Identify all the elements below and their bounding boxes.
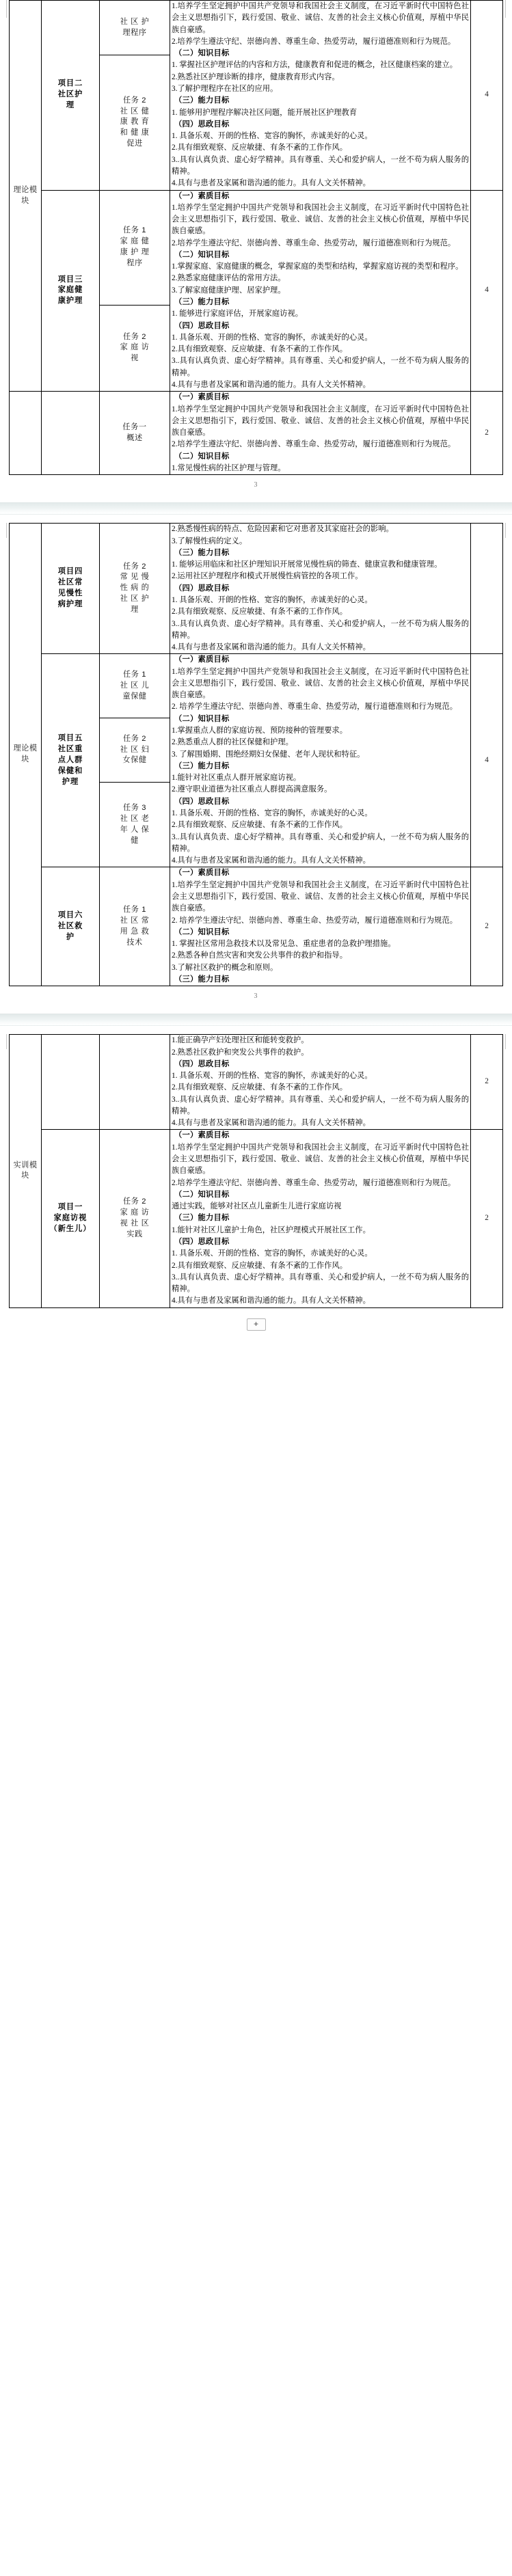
- goal-item: 2.培养学生遵法守纪、崇德向善、尊重生命、热爱劳动，履行道德准则和行为规范。: [172, 37, 456, 46]
- crop-mark: [505, 1034, 506, 1049]
- page-separator-1: [0, 493, 512, 523]
- crop-mark: [6, 0, 7, 18]
- project-line: 项目三: [57, 275, 83, 284]
- cell-hours: [471, 524, 503, 654]
- project-line: 点人群: [57, 755, 83, 764]
- goal-section-heading: （三）能力目标: [174, 298, 230, 307]
- goal-item: 1.能针对社区儿童护士角色，社区护理模式开展社区工作。: [172, 1225, 370, 1234]
- table-row: [10, 1035, 503, 1130]
- cell-project: [42, 867, 100, 986]
- cell-project: [42, 524, 100, 654]
- goal-item: 2.具有细致观察、反应敏捷、有条不紊的工作作风。: [172, 1261, 348, 1270]
- goal-item: 1.培养学生坚定拥护中国共产党领导和我国社会主义制度，在习近平新时代中国特色社会主义思想指引下，践行爱国、敬业、诚信、友善的社会主义核心价值观，厚植中华民族自豪感。: [172, 1143, 469, 1176]
- cell-task: [100, 190, 170, 305]
- goal-item: 2.熟悉各种自然灾害和突发公共事件的救护和指导。: [172, 951, 348, 960]
- goal-item: 1. 具备乐观、开朗的性格、宽容的胸怀，赤诚美好的心灵。: [172, 333, 373, 342]
- cell-task: [100, 1130, 170, 1307]
- goal-item: 3.了解社区救护的概念和原则。: [172, 963, 278, 972]
- task-line: 家 庭 健: [120, 237, 150, 246]
- project-line: 护理: [62, 777, 79, 786]
- goal-item: 1.能针对社区重点人群开展家庭访视。: [172, 774, 301, 783]
- goal-item: 2.培养学生遵法守纪、崇德向善、尊重生命、热爱劳动，履行道德准则和行为规范。: [172, 1178, 456, 1187]
- add-page-button[interactable]: +: [247, 1318, 266, 1331]
- cell-project: [42, 654, 100, 867]
- goal-list: [172, 524, 469, 653]
- task-line: 社 区 护: [120, 595, 150, 604]
- task-line: 女保健: [122, 756, 147, 765]
- goal-item: 1. 能够进行家庭评估，开展家庭访视。: [172, 310, 304, 318]
- goal-list: [172, 1035, 469, 1129]
- document-page-2: [0, 523, 512, 1004]
- task-line: 概述: [126, 433, 143, 442]
- project-line: 家庭健: [57, 286, 83, 295]
- cell-task: [100, 654, 170, 718]
- goal-item: 2.遵守职业道德为社区重点人群提高满意服务。: [172, 785, 332, 794]
- goal-section-heading: （一）素质目标: [174, 191, 230, 200]
- goal-item: 3..具有认真负责、虚心好学精神。具有尊重、关心和爱护病人，一丝不苟为病人服务的精神。: [172, 832, 469, 853]
- page-separator-2: [0, 1004, 512, 1034]
- goal-item: 2.熟悉重点人群的社区保健和护理。: [172, 738, 293, 747]
- cell-hours: 4: [471, 1, 503, 191]
- goal-item: 1. 能够运用临床和社区护理知识开展常见慢性病的筛查、健康宣教和健康管理。: [172, 560, 442, 569]
- task-line: 康 教 育: [120, 118, 150, 126]
- cell-task: [100, 782, 170, 867]
- goal-item: 4.具有与患者及家属和谐沟通的能力。具有人文关怀精神。: [172, 1119, 370, 1128]
- cell-project: [42, 392, 100, 475]
- goal-section-heading: （三）能力目标: [174, 975, 230, 984]
- goal-item: 2.具有细致观察、反应敏捷、有条不紊的工作作风。: [172, 1083, 348, 1092]
- task-line: 促进: [126, 139, 143, 148]
- cell-goal: [170, 654, 471, 867]
- task-line: 性 病 的: [120, 584, 150, 593]
- table-row: [10, 392, 503, 475]
- project-line: 社区救: [57, 921, 83, 930]
- module-label-line: 实训模块: [13, 1161, 38, 1180]
- add-page-bar: [0, 1308, 512, 1348]
- goal-section-heading: （四）思政目标: [174, 797, 230, 806]
- project-line: 社区护: [57, 90, 83, 99]
- module-label-line: 理论模块: [13, 185, 38, 205]
- task-line: 任务 1: [122, 226, 147, 235]
- goal-list: [172, 392, 469, 474]
- project-line: 家庭访视: [53, 1214, 87, 1223]
- goal-item: 1. 具备乐观、开朗的性格、宽容的胸怀，赤诚美好的心灵。: [172, 1249, 373, 1258]
- goal-list: [172, 867, 469, 986]
- table-row: [10, 1, 503, 55]
- document-page-1: [0, 0, 512, 493]
- cell-hours: 4: [471, 190, 503, 392]
- goal-item: 2.熟悉社区护理诊断的排序，健康教育形式内容。: [172, 72, 340, 81]
- task-line: 社 区 常: [120, 916, 150, 925]
- syllabus-table-page-3: [9, 1034, 503, 1307]
- task-line: 康 护 理: [120, 248, 150, 257]
- goal-item: 2. 培养学生遵法守纪、崇德向善、尊重生命、热爱劳动，履行道德准则和行为规范。: [172, 916, 457, 925]
- task-line: 健: [131, 836, 139, 845]
- goal-section-heading: （二）知识目标: [174, 49, 230, 58]
- task-line: 任务 2: [122, 734, 147, 743]
- task-line: 社 区 健: [120, 107, 150, 116]
- cell-goal: [170, 392, 471, 475]
- project-line: 项目四: [57, 567, 83, 576]
- goal-section-heading: （三）能力目标: [174, 96, 230, 105]
- cell-task: [100, 1, 170, 55]
- goal-item: 2.具有细致观察、反应敏捷、有条不紊的工作作风。: [172, 345, 348, 354]
- task-line: 任务 2: [122, 562, 147, 571]
- goal-item: 1.培养学生坚定拥护中国共产党领导和我国社会主义制度，在习近平新时代中国特色社会主义思想指引下，践行爱国、敬业、诚信、友善的社会主义核心价值观，厚植中华民族自豪感。: [172, 667, 469, 700]
- goal-section-heading: （二）知识目标: [174, 927, 230, 936]
- goal-item: 1.常见慢性病的社区护理与管理。: [172, 463, 286, 472]
- cell-module: [10, 1035, 42, 1307]
- goal-section-heading: （三）能力目标: [174, 761, 230, 770]
- goal-item: 3..具有认真负责、虚心好学精神。具有尊重、关心和爱护病人，一丝不苟为病人服务的精神。: [172, 1095, 469, 1115]
- cell-goal: [170, 1, 471, 191]
- task-line: 童保健: [122, 692, 147, 701]
- task-line: 常 见 慢: [120, 573, 150, 582]
- goal-item: 1.培养学生坚定拥护中国共产党领导和我国社会主义制度，在习近平新时代中国特色社会主义思想指引下，践行爱国、敬业、诚信、友善的社会主义核心价值观，厚植中华民族自豪感。: [172, 880, 469, 913]
- goal-item: 2.具有细致观察、反应敏捷、有条不紊的工作作风。: [172, 821, 348, 830]
- cell-goal: [170, 190, 471, 392]
- goal-item: 1.培养学生坚定拥护中国共产党领导和我国社会主义制度，在习近平新时代中国特色社会主义思想指引下，践行爱国、敬业、诚信、友善的社会主义核心价值观，厚植中华民族自豪感。: [172, 2, 469, 34]
- cell-hours: 2: [471, 867, 503, 986]
- cell-project: [42, 1130, 100, 1307]
- goal-item: 3..具有认真负责、虚心好学精神。具有尊重、关心和爱护病人，一丝不苟为病人服务的精神。: [172, 357, 469, 377]
- goal-item: 1. 具备乐观、开朗的性格、宽容的胸怀，赤诚美好的心灵。: [172, 809, 373, 817]
- crop-mark: [6, 1034, 7, 1049]
- goal-item: 3..具有认真负责、虚心好学精神。具有尊重、关心和爱护病人，一丝不苟为病人服务的精神。: [172, 1273, 469, 1294]
- task-line: 视: [131, 354, 139, 363]
- goal-section-heading: （四）思政目标: [174, 1059, 230, 1068]
- project-line: 病护理: [57, 600, 83, 609]
- goal-item: 2.培养学生遵法守纪、崇德向善、尊重生命、热爱劳动，履行道德准则和行为规范。: [172, 239, 456, 247]
- cell-task: [100, 867, 170, 986]
- project-line: 理: [66, 101, 75, 110]
- crop-mark: [505, 523, 506, 538]
- goal-item: 1.培养学生坚定拥护中国共产党领导和我国社会主义制度，在习近平新时代中国特色社会主义思想指引下，践行爱国、敬业、诚信、友善的社会主义核心价值观，厚植中华民族自豪感。: [172, 203, 469, 236]
- project-line: 保健和: [57, 766, 83, 775]
- goal-list: [172, 1130, 469, 1307]
- goal-item: 1. 能够用护理程序解决社区问题，能开展社区护理教育: [172, 108, 358, 117]
- goal-item: 2.熟悉慢性病的特点、危险因素和它对患者及其家庭社会的影响。: [172, 525, 394, 534]
- goal-list: [172, 191, 469, 392]
- goal-section-heading: （四）思政目标: [174, 1238, 230, 1246]
- project-line: （新生儿）: [49, 1225, 92, 1234]
- document-page-3: [0, 1034, 512, 1348]
- goal-item: 3. 了解围婚期、围绝经期妇女保健、老年人现状和特征。: [172, 750, 365, 759]
- goal-item: 4.具有与患者及家属和谐沟通的能力。具有人文关怀精神。: [172, 1297, 370, 1305]
- goal-section-heading: （二）知识目标: [174, 714, 230, 723]
- cell-project: [42, 1, 100, 191]
- task-line: 任务一: [122, 422, 147, 431]
- syllabus-table-page-2: [9, 523, 503, 986]
- task-line: 任务 3: [122, 803, 147, 812]
- task-line: 社 区 护: [120, 17, 150, 26]
- table-row: [10, 654, 503, 718]
- goal-item: 4.具有与患者及家属和谐沟通的能力。具有人文关怀精神。: [172, 381, 370, 389]
- cell-goal: [170, 1130, 471, 1307]
- table-row: [10, 524, 503, 654]
- task-line: 视 社 区: [120, 1219, 150, 1228]
- task-line: 社 区 妇: [120, 745, 150, 754]
- project-line: 护: [66, 932, 75, 941]
- cell-hours: 2: [471, 1035, 503, 1130]
- goal-list: [172, 654, 469, 867]
- task-line: 社 区 儿: [120, 681, 150, 690]
- cell-goal: [170, 867, 471, 986]
- cell-task: [100, 718, 170, 783]
- project-line: 项目一: [57, 1203, 83, 1212]
- project-line: 项目二: [57, 79, 83, 88]
- goal-item: 1.培养学生坚定拥护中国共产党领导和我国社会主义制度，在习近平新时代中国特色社会主义思想指引下，践行爱国、敬业、诚信、友善的社会主义核心价值观，厚植中华民族自豪感。: [172, 405, 469, 437]
- cell-project: [42, 1035, 100, 1130]
- table-row: [10, 190, 503, 305]
- goal-section-heading: （一）素质目标: [174, 869, 230, 878]
- task-line: 任务 2: [122, 332, 147, 341]
- cell-task: [100, 55, 170, 190]
- goal-item: 2.熟悉社区救护和突发公共事件的救护。: [172, 1048, 309, 1057]
- cell-module: [10, 524, 42, 986]
- goal-item: 4.具有与患者及家属和谐沟通的能力。具有人文关怀精神。: [172, 179, 370, 188]
- task-line: 程序: [126, 258, 143, 267]
- cell-hours: 4: [471, 654, 503, 867]
- table-row: [10, 1130, 503, 1307]
- cell-project: [42, 190, 100, 392]
- goal-item: 1. 具备乐观、开朗的性格、宽容的胸怀，赤诚美好的心灵。: [172, 1072, 373, 1081]
- goal-section-heading: （四）思政目标: [174, 584, 230, 593]
- goal-item: 3..具有认真负责、虚心好学精神。具有尊重、关心和爱护病人，一丝不苟为病人服务的精神。: [172, 155, 469, 176]
- task-line: 理: [131, 606, 139, 614]
- goal-item: 4.具有与患者及家属和谐沟通的能力。具有人文关怀精神。: [172, 856, 370, 865]
- goal-item: 2.运用社区护理程序和模式开展慢性病管控的各项工作。: [172, 572, 363, 581]
- goal-item: 2.具有细致观察、反应敏捷、有条不紊的工作作风。: [172, 608, 348, 616]
- goal-section-heading: （二）知识目标: [174, 250, 230, 259]
- cell-hours: 2: [471, 1130, 503, 1307]
- goal-item: 1. 具备乐观、开朗的性格、宽容的胸怀，赤诚美好的心灵。: [172, 132, 373, 141]
- task-line: 任务 1: [122, 906, 147, 914]
- task-line: 家 庭 访: [120, 343, 150, 352]
- project-line: 社区重: [57, 745, 83, 754]
- cell-module: [10, 1, 42, 392]
- cell-task: [100, 1035, 170, 1130]
- cell-task: [100, 305, 170, 392]
- goal-item: 4.具有与患者及家属和谐沟通的能力。具有人文关怀精神。: [172, 643, 370, 652]
- project-line: 社区常: [57, 578, 83, 587]
- goal-item: 2.熟悉家庭健康评估的常用方法。: [172, 274, 286, 283]
- cell-task: [100, 524, 170, 654]
- task-line: 任务 2: [122, 1197, 147, 1206]
- goal-item: 3.了解家庭健康护理、居家护理。: [172, 286, 286, 295]
- goal-section-heading: （二）知识目标: [174, 452, 230, 461]
- page-number-footer: 3: [254, 481, 258, 489]
- task-line: 任务 1: [122, 670, 147, 679]
- task-line: 任务 2: [122, 96, 147, 105]
- goal-item: 通过实践，能够对社区点儿童新生儿进行家庭访视: [172, 1202, 342, 1211]
- goal-item: 3.了解护理程序在社区的应用。: [172, 84, 278, 93]
- cell-module: [10, 392, 42, 475]
- cell-goal: [170, 524, 471, 654]
- project-line: 康护理: [57, 297, 83, 306]
- goal-item: 2.具有细致观察、反应敏捷、有条不紊的工作作风。: [172, 144, 348, 152]
- task-line: 实践: [126, 1230, 143, 1238]
- task-line: 技术: [126, 938, 143, 947]
- goal-item: 1. 掌握社区常用急救技术以及常见急、重症患者的急救护理措施。: [172, 940, 396, 949]
- goal-item: 1.掌握重点人群的家庭访视、预防接种的管理要求。: [172, 727, 348, 735]
- cell-hours: 2: [471, 392, 503, 475]
- task-line: 理程序: [122, 28, 147, 37]
- goal-item: 1.掌握家庭、家庭健康的概念，掌握家庭的类型和结构，掌握家庭访视的类型和程序。: [172, 262, 463, 271]
- crop-mark: [6, 523, 7, 538]
- goal-item: 2.培养学生遵法守纪、崇德向善、尊重生命、热爱劳动，履行道德准则和行为规范。: [172, 440, 456, 449]
- task-line: 家 庭 访: [120, 1208, 150, 1217]
- project-line: 项目五: [57, 734, 83, 743]
- crop-mark: [505, 0, 506, 18]
- task-line: 年 人 保: [120, 825, 150, 834]
- goal-list: [172, 1, 469, 190]
- page-number-footer: 3: [254, 992, 258, 1001]
- goal-section-heading: （二）知识目标: [174, 1190, 230, 1199]
- task-line: 用 急 救: [120, 927, 150, 936]
- project-line: 项目六: [57, 910, 83, 919]
- goal-item: 3.了解慢性病的定义。: [172, 537, 247, 545]
- goal-section-heading: （一）素质目标: [174, 655, 230, 664]
- cell-task: [100, 392, 170, 475]
- goal-item: 2. 培养学生遵法守纪、崇德向善、尊重生命、热爱劳动，履行道德准则和行为规范。: [172, 703, 457, 711]
- module-label-line: 理论模块: [13, 744, 38, 764]
- goal-item: 1.能正确孕产妇处理社区和能转变救护。: [172, 1036, 309, 1045]
- task-line: 和 健 康: [120, 128, 150, 137]
- goal-section-heading: （一）素质目标: [174, 1131, 230, 1140]
- goal-section-heading: （三）能力目标: [174, 548, 230, 557]
- cell-goal: [170, 1035, 471, 1130]
- document-tail-spacer: [0, 1348, 512, 1379]
- goal-section-heading: （三）能力目标: [174, 1214, 230, 1223]
- goal-item: 1. 掌握社区护理评估的内容和方法，健康教育和促进的概念，社区健康档案的建立。: [172, 61, 457, 70]
- goal-item: 3..具有认真负责、虚心好学精神。具有尊重、关心和爱护病人，一丝不苟为病人服务的精神。: [172, 619, 469, 640]
- task-line: 社 区 老: [120, 814, 150, 823]
- syllabus-table-page-1: [9, 0, 503, 475]
- goal-item: 1. 具备乐观、开朗的性格、宽容的胸怀，赤诚美好的心灵。: [172, 595, 373, 604]
- goal-section-heading: （一）素质目标: [174, 393, 230, 402]
- goal-section-heading: （四）思政目标: [174, 321, 230, 330]
- goal-section-heading: （四）思政目标: [174, 120, 230, 128]
- project-line: 见慢性: [57, 589, 83, 598]
